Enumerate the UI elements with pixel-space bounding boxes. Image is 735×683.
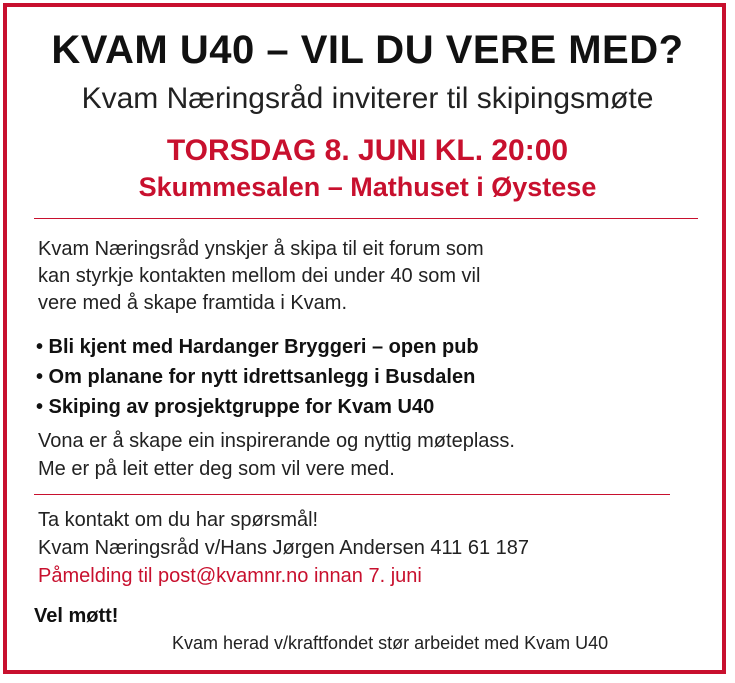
subtitle: Kvam Næringsråd inviterer til skipingsmøte: [81, 82, 654, 115]
welcome-text: Vel møtt!: [34, 605, 119, 627]
divider-top: [34, 218, 698, 219]
contact-person: Kvam Næringsråd v/Hans Jørgen Andersen 411 61 187: [38, 537, 530, 559]
event-date: TORSDAG 8. JUNI KL. 20:00: [166, 134, 569, 167]
intro-line: vere med å skape framtida i Kvam.: [38, 292, 348, 314]
event-venue: Skummesalen – Mathuset i Øystese: [138, 172, 597, 202]
page-title: KVAM U40 – VIL DU VERE MED?: [51, 28, 684, 72]
contact-prompt: Ta kontakt om du har spørsmål!: [38, 509, 319, 531]
bullet-item: • Om planane for nytt idrettsanlegg i Busdalen: [36, 366, 476, 388]
registration-info[interactable]: Påmelding til post@kvamnr.no innan 7. juni: [38, 565, 422, 587]
bullet-item: • Skiping av prosjektgruppe for Kvam U40: [36, 396, 435, 418]
intro-line: Kvam Næringsråd ynskjer å skipa til eit forum som: [38, 238, 484, 260]
sponsor-footer: Kvam herad v/kraftfondet stør arbeidet med Kvam U40: [172, 633, 609, 653]
closing-line: Vona er å skape ein inspirerande og nyttig møteplass.: [38, 430, 515, 452]
divider-bottom: [34, 494, 670, 495]
intro-line: kan styrkje kontakten mellom dei under 40 som vil: [38, 265, 481, 287]
bullet-item: • Bli kjent med Hardanger Bryggeri – open pub: [36, 336, 479, 358]
closing-line: Me er på leit etter deg som vil vere med.: [38, 458, 395, 480]
